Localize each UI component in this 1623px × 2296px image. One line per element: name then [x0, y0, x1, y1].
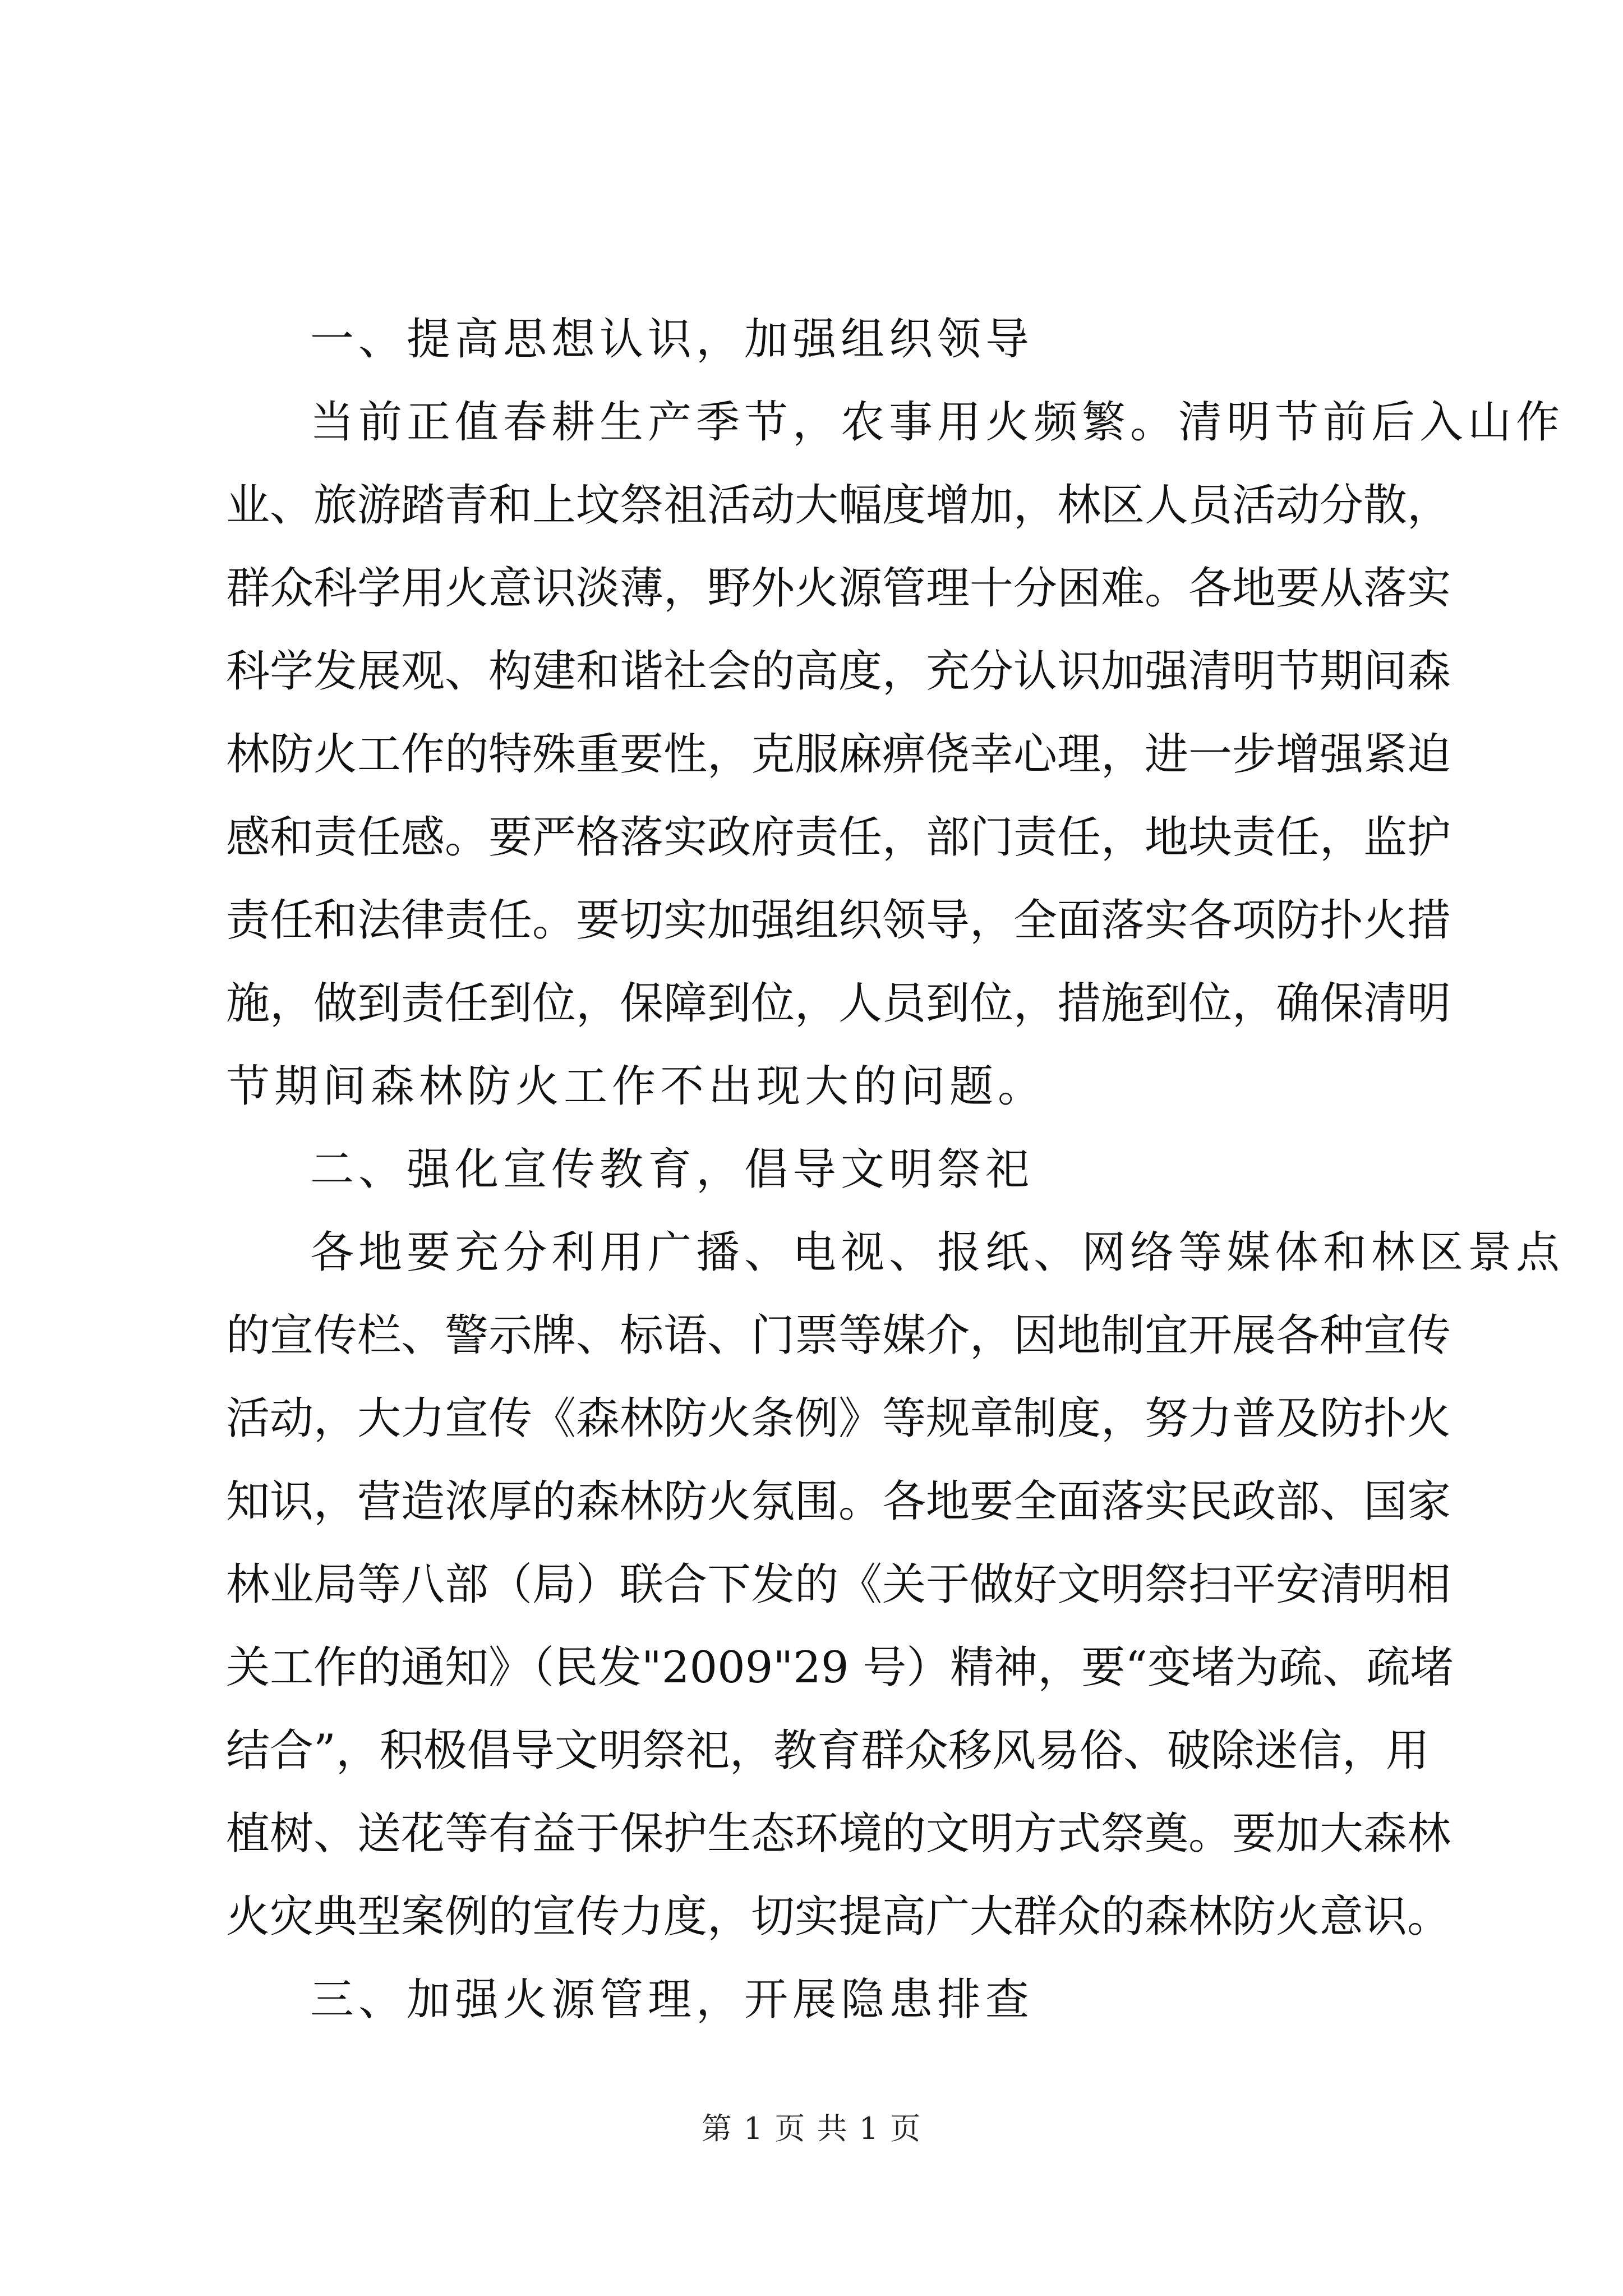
paragraph-line: 林业局等八部（局）联合下发的《关于做好文明祭扫平安清明相 — [226, 1559, 1451, 1610]
paragraph-line: 施，做到责任到位，保障到位，人员到位，措施到位，确保清明 — [226, 978, 1451, 1029]
page-footer: 第 1 页 共 1 页 — [701, 2111, 922, 2146]
paragraph-line: 知识，营造浓厚的森林防火氛围。各地要全面落实民政部、国家 — [226, 1476, 1451, 1527]
paragraph-line: 感和责任感。要严格落实政府责任，部门责任，地块责任，监护 — [226, 812, 1451, 863]
paragraph-line: 关工作的通知》（民发"2009"29 号）精神，要“变堵为疏、疏堵 — [226, 1642, 1454, 1693]
paragraph-line: 火灾典型案例的宣传力度，切实提高广大群众的森林防火意识。 — [226, 1892, 1451, 1942]
section-heading-2: 二、强化宣传教育，倡导文明祭祀 — [310, 1144, 1034, 1195]
paragraph-line: 活动，大力宣传《森林防火条例》等规章制度，努力普及防扑火 — [226, 1393, 1451, 1444]
section-heading-3: 三、加强火源管理，开展隐患排查 — [310, 1975, 1034, 2025]
paragraph-line: 各地要充分利用广播、电视、报纸、网络等媒体和林区景点 — [310, 1227, 1565, 1278]
paragraph-line: 科学发展观、构建和谐社会的高度，充分认识加强清明节期间森 — [226, 646, 1451, 697]
paragraph-line: 业、旅游踏青和上坟祭祖活动大幅度增加，林区人员活动分散， — [226, 480, 1451, 531]
paragraph-line: 责任和法律责任。要切实加强组织领导，全面落实各项防扑火措 — [226, 895, 1451, 946]
paragraph-line: 的宣传栏、警示牌、标语、门票等媒介，因地制宜开展各种宣传 — [226, 1310, 1451, 1361]
paragraph-line: 林防火工作的特殊重要性，克服麻痹侥幸心理，进一步增强紧迫 — [226, 729, 1451, 780]
section-heading-1: 一、提高思想认识，加强组织领导 — [310, 314, 1034, 365]
paragraph-line: 结合”，积极倡导文明祭祀，教育群众移风易俗、破除迷信，用 — [226, 1726, 1430, 1776]
paragraph-line: 植树、送花等有益于保护生态环境的文明方式祭奠。要加大森林 — [226, 1809, 1451, 1859]
paragraph-line: 当前正值春耕生产季节，农事用火频繁。清明节前后入山作 — [310, 397, 1565, 448]
paragraph-line: 群众科学用火意识淡薄，野外火源管理十分困难。各地要从落实 — [226, 563, 1451, 614]
paragraph-line: 节期间森林防火工作不出现大的问题。 — [226, 1061, 1046, 1112]
